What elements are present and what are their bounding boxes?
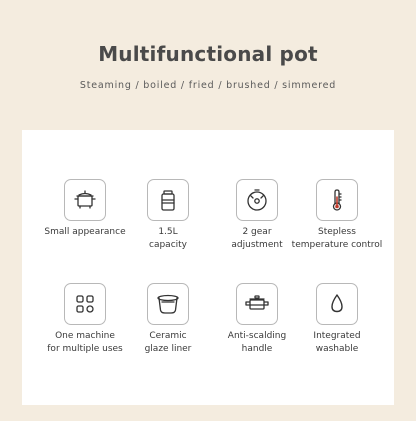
feature-label: Anti-scalding handle [227, 331, 287, 354]
liner-icon [147, 283, 189, 325]
features-card [22, 130, 394, 405]
feature-glaze-liner [118, 283, 218, 355]
feature-capacity [118, 179, 218, 251]
page-title: Multifunctional pot [98, 42, 318, 66]
handle-pot-icon [236, 283, 278, 325]
container-icon [147, 179, 189, 221]
dial-icon [236, 179, 278, 221]
feature-label: Integrated washable [313, 331, 361, 354]
feature-label: Small appearance [44, 227, 126, 237]
water-drop-icon [316, 283, 358, 325]
thermometer-icon [316, 179, 358, 221]
feature-label: Stepless temperature control [291, 227, 383, 250]
feature-label: 2 gear adjustment [231, 227, 283, 250]
page-subtitle: Steaming / boiled / fried / brushed / simmered [79, 80, 337, 91]
feature-label: Ceramic glaze liner [144, 331, 192, 354]
feature-label: 1.5L capacity [149, 227, 187, 250]
feature-washable [287, 283, 387, 355]
pot-icon [64, 179, 106, 221]
grid-icon [64, 283, 106, 325]
feature-label: One machine for multiple uses [47, 331, 123, 354]
feature-temperature-control [287, 179, 387, 251]
